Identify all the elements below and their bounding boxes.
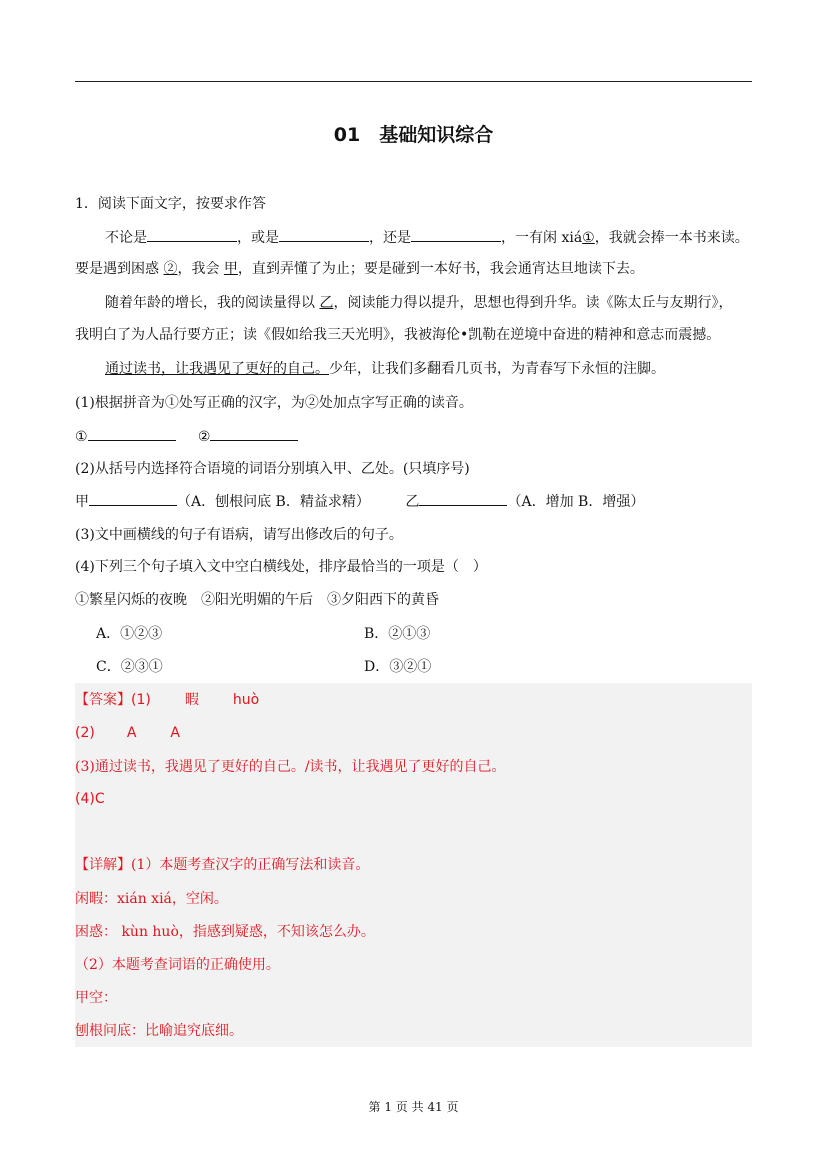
- text: ，还是: [369, 230, 411, 246]
- label: ①: [75, 429, 88, 445]
- value: 暇: [184, 692, 199, 708]
- passage-line: [105, 293, 732, 313]
- passage-line: [105, 227, 749, 248]
- answer-blanks-1: [75, 426, 298, 447]
- text: ，我会: [177, 261, 220, 277]
- label: 乙: [405, 494, 420, 510]
- option-c: C．②③①: [96, 659, 163, 675]
- page-title: 01 基础知识综合: [333, 124, 494, 146]
- marker: ①: [582, 230, 595, 246]
- text: 少年，让我们多翻看几页书，为青春写下永恒的注脚。: [329, 361, 665, 377]
- blank: [147, 227, 237, 242]
- faulty-sentence: 通过读书，让我遇见了更好的自己。: [105, 361, 329, 377]
- detail-4: （2）本题考查词语的正确使用。: [75, 957, 280, 973]
- choices: （A．增加 B．增强）: [507, 494, 645, 510]
- blank: [89, 491, 177, 506]
- text: ，我就会捧一本书来读。: [594, 230, 749, 246]
- passage-line: 我明白了为人品行要方正；读《假如给我三天光明》，我被海伦•凯勒在逆境中奋进的精神和意志而震撼。: [75, 327, 721, 343]
- marker: ②: [163, 261, 178, 277]
- text: ，直到弄懂了为止；要是碰到一本好书，我会通宵达旦地读下去。: [237, 261, 644, 277]
- blank: [210, 426, 298, 441]
- blank: [411, 227, 501, 242]
- subquestion-3: (3)文中画横线的句子有语病，请写出修改后的句子。: [75, 527, 403, 543]
- label: 甲: [75, 494, 89, 510]
- value: A: [126, 725, 137, 741]
- label: (2): [75, 725, 95, 741]
- answer-3: (3)通过读书，我遇见了更好的自己。/读书，让我遇见了更好的自己。: [75, 759, 506, 775]
- option-a: A．①②③: [96, 626, 163, 642]
- detail-1: 【详解】(1）本题考查汉字的正确写法和读音。: [75, 857, 370, 873]
- option-d: D．③②①: [364, 659, 432, 675]
- text: ，一有闲 xiá: [501, 230, 583, 246]
- value: huò: [232, 692, 260, 708]
- detail-5: 甲空：: [75, 990, 117, 1006]
- value: A: [170, 725, 180, 741]
- choices: （A．刨根问底 B．精益求精）: [177, 494, 370, 510]
- answer-2: [75, 723, 180, 743]
- blank: [88, 426, 176, 441]
- subquestion-2: (2)从括号内选择符合语境的词语分别填入甲、乙处。(只填序号): [75, 461, 470, 477]
- text: ，或是: [237, 230, 279, 246]
- header-rule: [75, 81, 752, 82]
- text: 不论是: [105, 230, 147, 246]
- passage-line: [105, 359, 665, 379]
- question-stem: 1．阅读下面文字，按要求作答: [75, 196, 266, 212]
- text: ，阅读能力得以提升，思想也得到升华。读《陈太丘与友期行》，: [333, 295, 733, 311]
- passage-line: [75, 259, 644, 279]
- detail-6: 刨根问底：比喻追究底细。: [75, 1023, 243, 1039]
- option-b: B．②①③: [364, 626, 431, 642]
- blank: [419, 491, 507, 506]
- text: 随着年龄的增长，我的阅读量得以: [105, 295, 315, 311]
- marker: 甲: [223, 261, 238, 277]
- marker: 乙: [319, 295, 334, 311]
- subquestion-1: (1)根据拼音为①处写正确的汉字，为②处加点字写正确的读音。: [75, 395, 473, 411]
- text: 要是遇到困惑: [75, 261, 159, 277]
- label: ②: [197, 429, 211, 445]
- sentence-options: ①繁星闪烁的夜晚 ②阳光明媚的午后 ③夕阳西下的黄昏: [75, 592, 439, 608]
- label: 【答案】(1): [75, 692, 151, 708]
- answer-4: (4)C: [75, 791, 105, 807]
- page-number: 第 1 页 共 41 页: [368, 1100, 459, 1114]
- blank: [279, 227, 369, 242]
- answer-blanks-2: [75, 491, 644, 512]
- detail-2: 闲暇：xián xiá，空闲。: [75, 891, 228, 907]
- subquestion-4: (4)下列三个句子填入文中空白横线处，排序最恰当的一项是（ ）: [75, 559, 487, 575]
- answer-1: [75, 690, 259, 710]
- detail-3: 困惑： kùn huò，指感到疑惑，不知该怎么办。: [75, 924, 375, 940]
